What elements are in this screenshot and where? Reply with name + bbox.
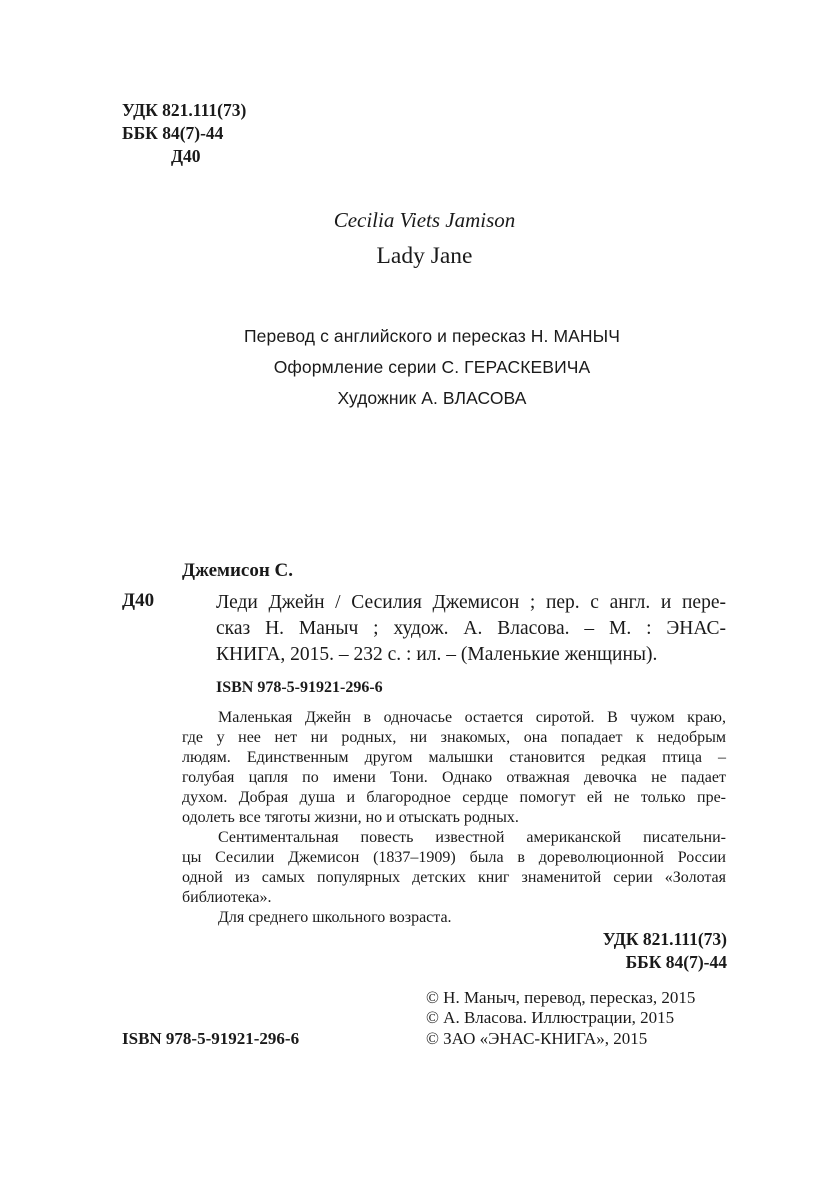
annotation-line: голубая цапля по имени Тони. Однако отважная девочка не падает <box>182 769 726 786</box>
annotation-line: одной из самых популярных детских книг знаменитой серии «Золотая <box>182 869 726 886</box>
udk-code-bottom: УДК 821.111(73) <box>602 929 727 949</box>
bbk-code-top: ББК 84(7)-44 <box>122 123 224 143</box>
isbn-bottom: ISBN 978-5-91921-296-6 <box>122 1029 300 1048</box>
annotation-line: библиотека». <box>182 889 272 906</box>
annotation-age: Для среднего школьного возраста. <box>218 909 452 926</box>
annotation-line: Маленькая Джейн в одночасье остается сиротой. В чужом краю, <box>218 709 726 726</box>
copyright-translator: © Н. Маныч, перевод, пересказ, 2015 <box>426 988 696 1007</box>
annotation-line: одолеть все тяготы жизни, но и отыскать родных. <box>182 809 519 826</box>
copyright-publisher: © ЗАО «ЭНАС-КНИГА», 2015 <box>426 1029 648 1048</box>
credit-illustrator: Художник А. ВЛАСОВА <box>337 388 527 408</box>
copyright-illustrations: © А. Власова. Иллюстрации, 2015 <box>426 1008 675 1027</box>
biblio-isbn: ISBN 978-5-91921-296-6 <box>216 679 383 696</box>
biblio-code: Д40 <box>122 590 155 611</box>
biblio-description <box>216 590 726 668</box>
biblio-description-line: сказ Н. Маныч ; худож. А. Власова. – М. : ЭНАС- <box>216 618 726 639</box>
biblio-author: Джемисон С. <box>182 560 294 581</box>
bbk-code-bottom: ББК 84(7)-44 <box>625 952 727 972</box>
annotation-line: цы Сесилии Джемисон (1837–1909) была в дореволюционной России <box>182 849 726 866</box>
author-sign-top: Д40 <box>171 146 201 166</box>
biblio-description-line: КНИГА, 2015. – 232 с. : ил. – (Маленькие женщины). <box>216 644 658 665</box>
original-author: Cecilia Viets Jamison <box>333 208 516 232</box>
annotation-line: Сентиментальная повесть известной американской писательни- <box>218 829 726 846</box>
udk-code-top: УДК 821.111(73) <box>122 100 247 120</box>
annotation <box>182 708 726 928</box>
annotation-line: где у нее нет ни родных, ни знакомых, она попадает к недобрым <box>182 729 726 746</box>
annotation-line: людям. Единственным другом малышки становится редкая птица – <box>182 749 726 766</box>
credit-series-design: Оформление серии С. ГЕРАСКЕВИЧА <box>273 357 591 377</box>
credit-translator: Перевод с английского и пересказ Н. МАНЫЧ <box>243 326 621 346</box>
biblio-description-line: Леди Джейн / Сесилия Джемисон ; пер. с англ. и пере- <box>216 592 726 613</box>
original-title: Lady Jane <box>376 243 473 269</box>
annotation-line: духом. Добрая душа и благородное сердце помогут ей не только пре- <box>182 789 726 806</box>
